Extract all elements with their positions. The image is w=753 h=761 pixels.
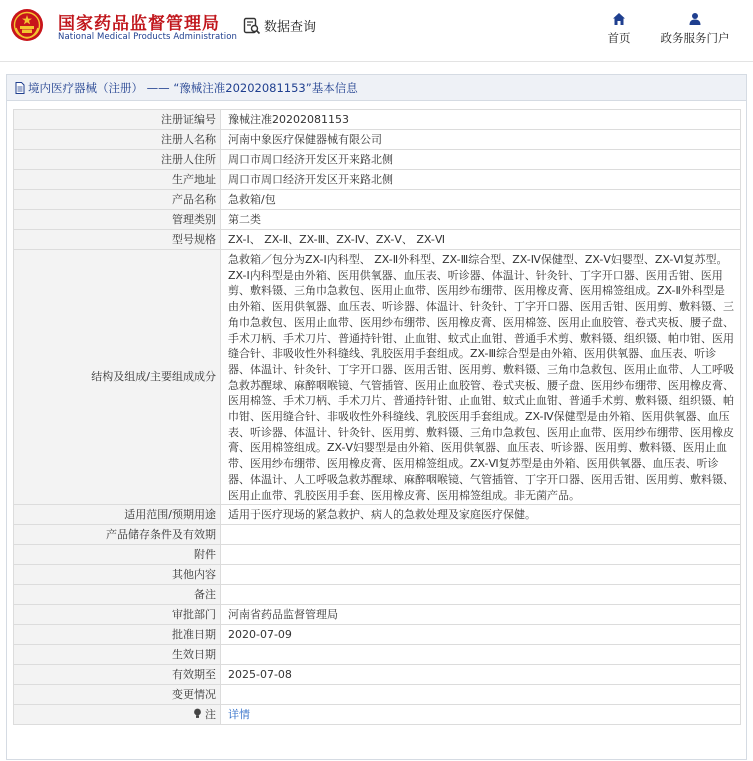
table-row	[14, 685, 741, 705]
table-row	[14, 645, 741, 665]
row-label: 备注	[14, 585, 221, 605]
row-value	[221, 525, 741, 545]
nav-home[interactable]	[579, 12, 659, 46]
details-link[interactable]: 详情	[228, 707, 250, 721]
row-label: 变更情况	[14, 685, 221, 705]
detail-panel	[6, 74, 747, 760]
national-emblem-icon	[10, 8, 44, 42]
table-row	[14, 110, 741, 130]
table-row	[14, 250, 741, 505]
bulb-icon	[193, 708, 202, 719]
document-icon	[15, 82, 25, 94]
row-value: 2020-07-09	[221, 625, 741, 645]
row-value	[221, 685, 741, 705]
data-query-label: 数据查询	[264, 20, 317, 35]
row-value	[221, 645, 741, 665]
row-value: 周口市周口经济开发区开来路北侧	[221, 170, 741, 190]
row-value: 2025-07-08	[221, 665, 741, 685]
row-value	[221, 565, 741, 585]
user-icon	[688, 12, 702, 26]
table-row	[14, 210, 741, 230]
table-row	[14, 625, 741, 645]
table-row	[14, 665, 741, 685]
row-label: 注册人名称	[14, 130, 221, 150]
row-value	[221, 545, 741, 565]
row-value	[221, 585, 741, 605]
table-row	[14, 705, 741, 725]
row-label: 生效日期	[14, 645, 221, 665]
table-row	[14, 170, 741, 190]
breadcrumb-record: “豫械注准20202081153”基本信息	[173, 80, 358, 95]
nav-service-portal[interactable]	[655, 12, 735, 46]
breadcrumb-separator: ——	[143, 80, 174, 95]
row-label: 有效期至	[14, 665, 221, 685]
row-label: 产品名称	[14, 190, 221, 210]
row-label: 结构及组成/主要组成成分	[14, 250, 221, 505]
table-row	[14, 525, 741, 545]
table-row	[14, 230, 741, 250]
data-query-link[interactable]	[243, 16, 316, 35]
breadcrumb	[7, 75, 746, 101]
row-value: ZX-Ⅰ、 ZX-Ⅱ、ZX-Ⅲ、ZX-Ⅳ、ZX-Ⅴ、 ZX-Ⅵ	[221, 230, 741, 250]
row-value: 河南省药品监督管理局	[221, 605, 741, 625]
table-row	[14, 190, 741, 210]
row-label: 注册人住所	[14, 150, 221, 170]
row-label: 其他内容	[14, 565, 221, 585]
logo-title-cn[interactable]: 国家药品监督管理局	[58, 14, 220, 34]
home-icon	[612, 12, 626, 26]
row-label: 管理类别	[14, 210, 221, 230]
row-label: 附件	[14, 545, 221, 565]
row-value: 河南中象医疗保健器械有限公司	[221, 130, 741, 150]
table-row	[14, 130, 741, 150]
row-label: 生产地址	[14, 170, 221, 190]
logo-title-en[interactable]: National Medical Products Administration	[58, 32, 237, 42]
table-row	[14, 545, 741, 565]
site-header	[0, 0, 753, 62]
row-label: 注册证编号	[14, 110, 221, 130]
row-label: 审批部门	[14, 605, 221, 625]
row-value: 急救箱／包分为ZX-Ⅰ内科型、 ZX-Ⅱ外科型、ZX-Ⅲ综合型、ZX-Ⅳ保健型、ZX-Ⅴ妇婴型、ZX-Ⅵ复苏型。ZX-Ⅰ内科型是由外箱、医用供氧器、血压表、听诊器、体温计、针灸针、丁字开口器、医用舌钳、医用剪、敷料镊、三角巾急救包、医用止血带、医用纱布绷带、医用橡皮膏、医用棉签组成。ZX-Ⅱ外科型是由外箱、医用供氧器、血压表、听诊器、体温计、针灸针、丁字开口器、医用舌钳、医用剪、敷料镊、三角巾急救包、医用止血带、医用纱布绷带、医用橡皮膏、医用棉签、医用止血胶管、卷式夹板、腰子盘、手术刀柄、手术刀片、普通持针钳、止血钳、蚊式止血钳、普通手术剪、敷料镊、组织镊、帕巾钳、医用缝合针、非吸收性外科缝线、乳胶医用手套组成。ZX-Ⅲ综合型是由外箱、医用供氧器、血压表、听诊器、体温计、针灸针、丁字开口器、医用舌钳、医用剪、敷料镊、三角巾急救包、医用止血带、人工呼吸急救苏醒球、麻醉咽喉镜、气管插管、医用止血胶管、卷式夹板、腰子盘、医用纱布绷带、医用橡皮膏、医用棉签、手术刀柄、手术刀片、普通持针钳、止血钳、蚊式止血钳、普通手术剪、敷料镊、组织镊、帕巾钳、医用缝合针、非吸收性外科缝线、乳胶医用手套组成。ZX-Ⅳ保健型是由外箱、医用供氧器、血压表、听诊器、体温计、针灸针、医用剪、敷料镊、三角巾急救包、医用止血带、医用纱布绷带、医用橡皮膏、医用棉签组成。ZX-Ⅴ妇婴型是由外箱、医用供氧器、血压表、听诊器、医用剪、敷料镊、医用止血带、医用纱布绷带、医用橡皮膏、医用棉签组成。ZX-Ⅵ复苏型是由外箱、医用供氧器、血压表、听诊器、体温计、人工呼吸急救苏醒球、麻醉咽喉镜、气管插管、丁字开口器、医用舌钳、医用剪、敷料镊、医用止血带、乳胶医用手套、医用橡皮膏、医用棉签组成。非无菌产品。	[221, 250, 741, 505]
table-row	[14, 565, 741, 585]
table-row	[14, 150, 741, 170]
row-label: 注	[205, 707, 216, 721]
row-value: 适用于医疗现场的紧急救护、病人的急救处理及家庭医疗保健。	[221, 505, 741, 525]
detail-table	[13, 109, 741, 725]
table-row	[14, 605, 741, 625]
row-label: 型号规格	[14, 230, 221, 250]
table-row	[14, 505, 741, 525]
header-divider	[0, 61, 753, 62]
nav-service-portal-label: 政务服务门户	[660, 31, 730, 45]
row-value: 豫械注准20202081153	[221, 110, 741, 130]
row-value: 周口市周口经济开发区开来路北侧	[221, 150, 741, 170]
row-value: 第二类	[221, 210, 741, 230]
nav-home-label: 首页	[607, 31, 631, 45]
data-query-icon	[243, 17, 261, 35]
breadcrumb-category[interactable]: 境内医疗器械（注册）	[28, 80, 143, 95]
row-label: 产品储存条件及有效期	[14, 525, 221, 545]
row-label: 批准日期	[14, 625, 221, 645]
row-value: 急救箱/包	[221, 190, 741, 210]
row-value-cell	[221, 705, 741, 725]
table-row	[14, 585, 741, 605]
row-label: 适用范围/预期用途	[14, 505, 221, 525]
note-label-cell	[14, 705, 221, 725]
